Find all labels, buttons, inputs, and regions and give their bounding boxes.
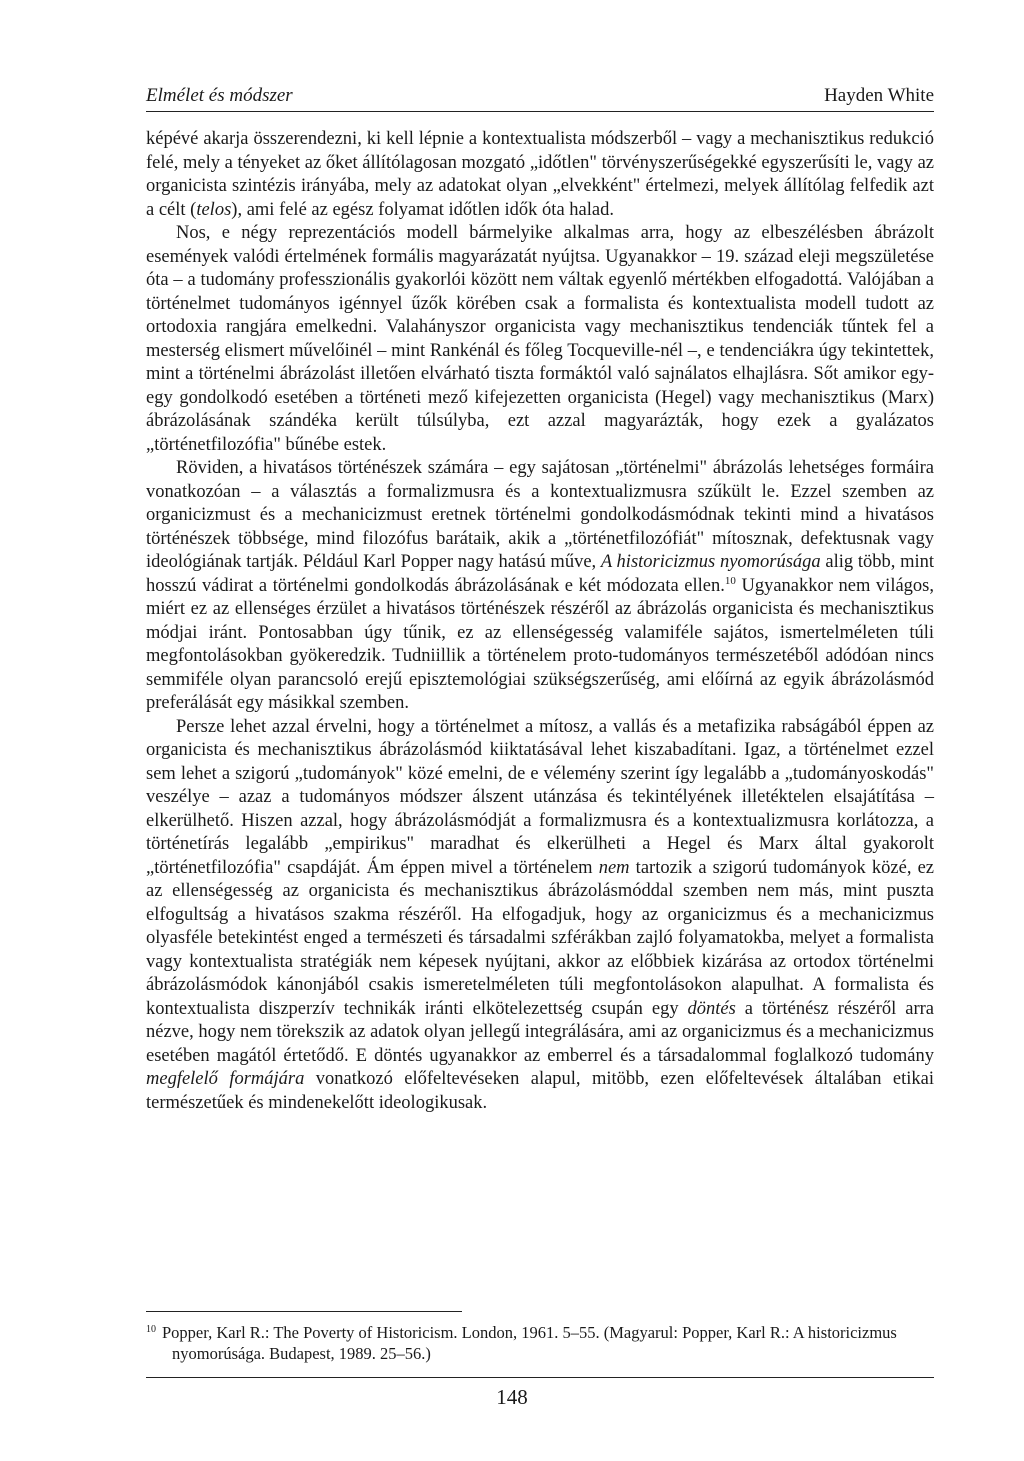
text-segment: ), ami felé az egész folyamat időtlen idők óta halad. — [231, 199, 614, 220]
text-segment: Ugyanakkor nem világos, miért ez az ellenséges érzület a hivatásos történészek részéről az ábrázolás organicista és mechanisztikus módjai iránt. Pontosabban úgy tűnik, ez az ellenségesség valamiféle sajátos, ismertelméleten túli megfontolásokban gyökeredzik. Tudniillik a történelem proto-tudományos természetéből adódóan nincs semmiféle olyan parancsoló erejű episztemológiai szükségszerűség, ami előírná az egyik ábrázolásmód preferálását egy másikkal szemben. — [146, 575, 934, 713]
running-header — [146, 84, 934, 108]
text-segment: képévé akarja összerendezni, ki kell lépnie a kontextualista módszerből – vagy a mechanisztikus redukció felé, mely a tényeket az őket állítólagosan mozgató „időtlen" törvényszerűségekké egyszerűsíti le, vagy az organicista szintézis irányába, mely az adatokat olyan „elvekként" értelmezi, melyek állítólag felfedik azt a célt ( — [146, 129, 934, 220]
text-segment: vonatkozó előfeltevéseken alapul, mitöbb, ezen előfeltevések általában etikai természetűek és mindenekelőtt ideologikusak. — [146, 1069, 935, 1113]
footnote-text: Popper, Karl R.: The Poverty of Historicism. London, 1961. 5–55. (Magyarul: Popper, Karl R.: A historicizmus nyomorúsága. Budapest, 1989. 25–56.) — [162, 1323, 897, 1363]
footer-rule — [146, 1377, 934, 1378]
footnote-reference: 10 — [724, 574, 736, 587]
text-segment: Nos, e négy reprezentációs modell bármelyike alkalmas arra, hogy az elbeszélésben ábrázolt események valódi értelmének formális magyarázatát nyújtsa. Ugyanakkor – 19. század eleji megszületése óta – a tudomány professzionális gyakorlói között nem váltak egyenlő mértékben elfogadottá. Valójában a történelmet tudományos igénnyel űzők körében csak a formalista és kontextualista modell tudott az ortodoxia rangjára emelkedni. Valahányszor organicista vagy mechanisztikus tendenciák tűntek fel a mesterség elismert művelőinél – mint Rankénál és főleg Tocqueville-nél –, e tendenciákra úgy tekintettek, mint a történelmi ábrázolást illetően elvárható tiszta formáktól való sajnálatos elhajlásra. Sőt amikor egy-egy gondolkodó esetében a történeti mező kifejezetten organicista (Hegel) vagy mechanisztikus (Marx) ábrázolásának szándéka került túlsúlyba, ezt azzal magyarázták, hogy ezek a gyalázatos „történetfilozófia" bűnébe estek. — [146, 223, 934, 455]
page-number: 148 — [496, 1385, 528, 1409]
footnote-number: 10 — [146, 1324, 156, 1335]
italic-text: A historicizmus nyomorúsága — [600, 552, 821, 572]
section-title: Elmélet és módszer — [146, 85, 293, 106]
text-segment: alig több, mint hosszú vádirat a történelmi gondolkodás ábrázolásának e két módozata ellen. — [146, 552, 934, 596]
paragraph — [146, 457, 934, 716]
paragraph — [146, 128, 934, 222]
body-text — [146, 128, 934, 1115]
footnote-rule — [146, 1311, 462, 1312]
footnote-line — [146, 1322, 934, 1364]
paragraph — [146, 716, 934, 1116]
text-segment: tartozik a szigorú tudományok közé, ez az ellenségesség az organicista és mechanisztikus ábrázolásmóddal szemben nem más, mint puszta elfogultság a hivatásos szakma részéről. Ha elfogadjuk, hogy az organicizmus és a mechanicizmus olyasféle betekintést enged a természeti és társadalmi szférákban zajló folyamatokba, melyet a formalista vagy kontextualista stratégiák nem képesek nyújtani, akkor az előbbiek kizárása az ortodox történelmi ábrázolásmódok kánonjából csakis ismeretelméleten túli megfontolásokon alapulhat. A formalista és kontextualista diszperzív technikák iránti elkötelezettség csupán egy — [146, 857, 935, 1019]
footnote — [146, 1322, 934, 1364]
italic-text: döntés — [687, 998, 736, 1019]
italic-text: telos — [196, 199, 232, 220]
text-segment: Röviden, a hivatásos történészek számára – egy sajátosan „történelmi" ábrázolás lehetséges formáira vonatkozóan – a választás a formalizmusra és a kontextualizmusra szűkült le. Ezzel szemben az organicizmust és a mechanicizmust eretnek történelmi gondolkodásmódnak tekinti mind a hivatásos történészek többsége, mind filozófus barátaik, akik a „történetfilozófiát" mítosznak, defektusnak vagy ideológiának tartják. Például Karl Popper nagy hatású műve, — [146, 458, 934, 572]
paragraph — [146, 222, 934, 457]
author-name: Hayden White — [824, 85, 934, 106]
header-rule — [146, 111, 934, 112]
text-segment: a történész részéről arra nézve, hogy nem törekszik az adatok olyan jellegű integrálására, ami az organicizmus és a mechanicizmus esetében magától értetődő. E döntés ugyanakkor az emberrel és a társadalommal foglalkozó tudomány — [146, 998, 934, 1066]
italic-text: nem — [598, 857, 630, 878]
text-segment: Persze lehet azzal érvelni, hogy a történelmet a mítosz, a vallás és a metafizika rabságából éppen az organicista és mechanisztikus ábrázolásmód kiiktatásával lehet kiszabadítani. Igaz, a történelmet ezzel sem lehet a szigorú „tudományok" közé emelni, de e vélemény szerint így legalább a „tudományoskodás" veszélye – azaz a tudományos módszer álszent utánzása és tekintélyének illetéktelen elsajátítása – elkerülhető. Hiszen azzal, hogy ábrázolásmódját a formalizmusra és a kontextualizmusra korlátozza, a történetírás legalább „empirikus" maradhat és elkerülheti a Hegel és Marx által gyakorolt „történetfilozófia" csapdáját. Ám éppen mivel a történelem — [146, 716, 934, 878]
italic-text: megfelelő formájára — [146, 1069, 305, 1089]
